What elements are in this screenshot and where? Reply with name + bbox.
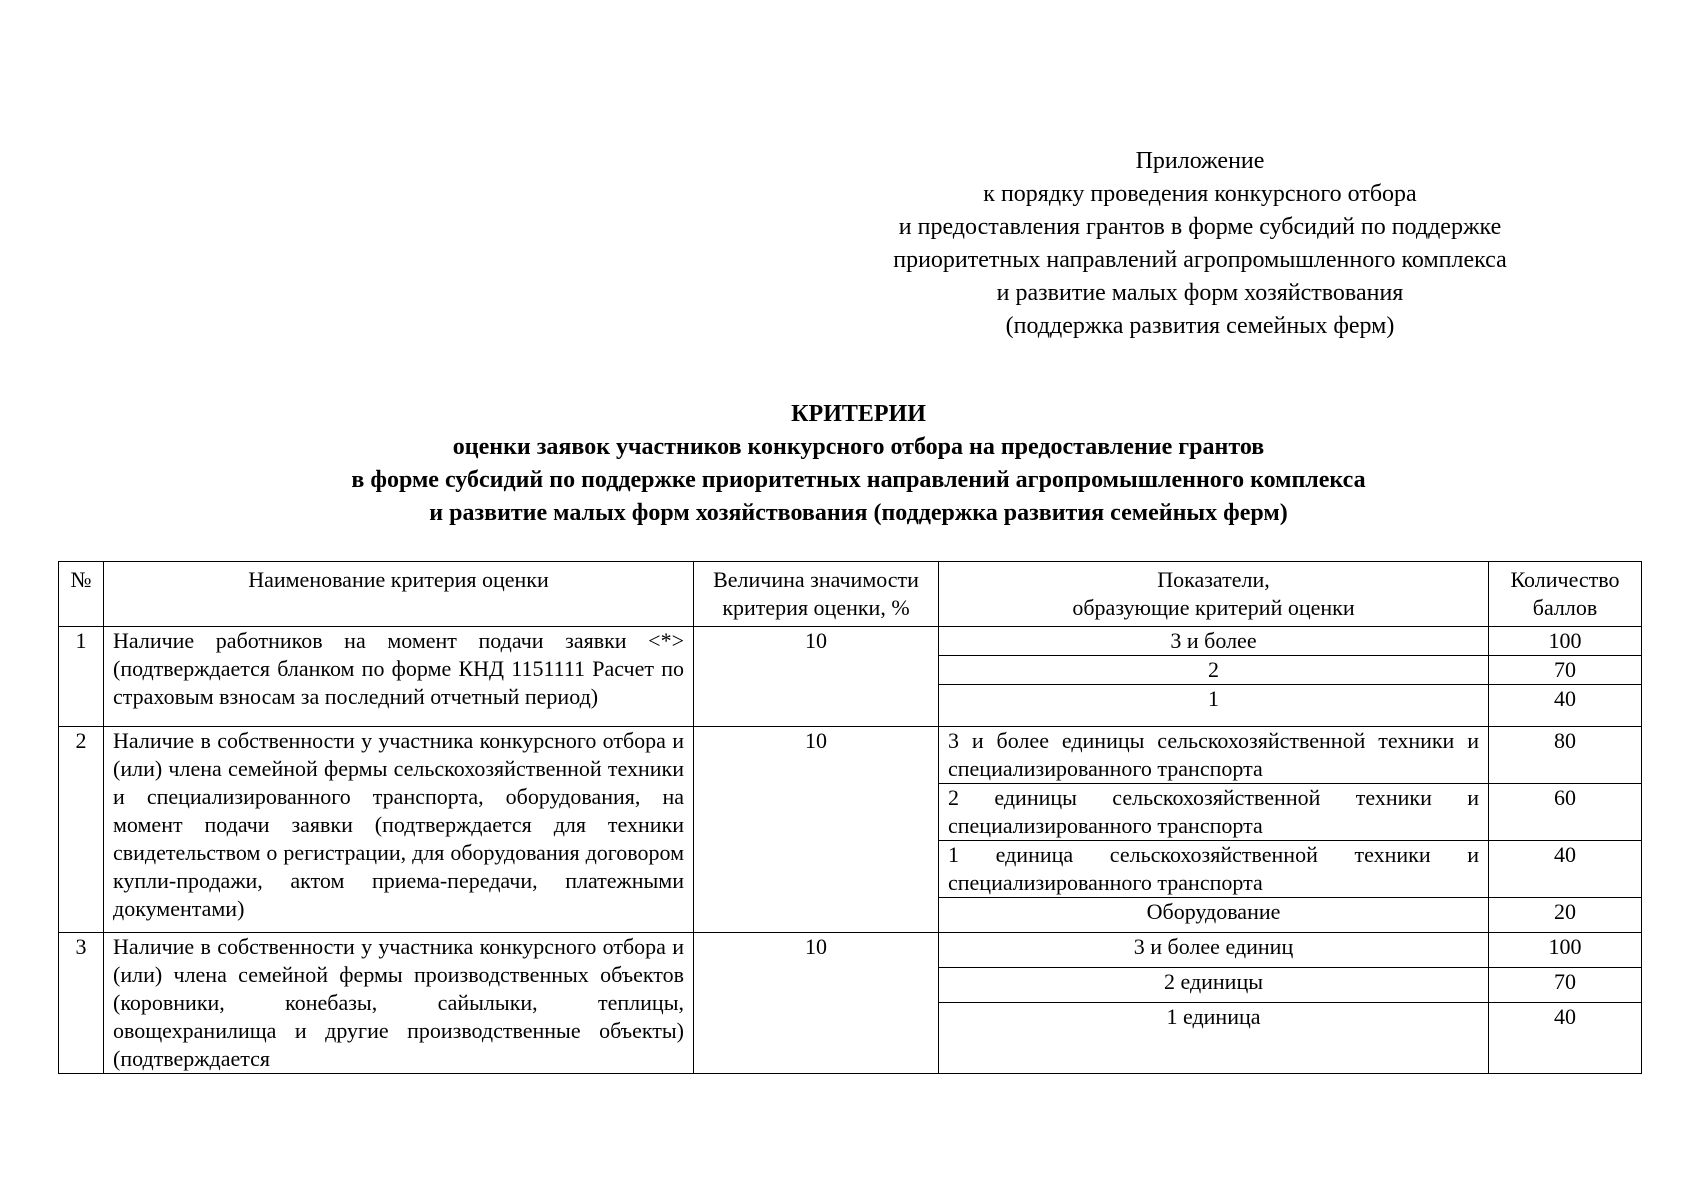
- points-cell: 60: [1489, 784, 1642, 841]
- points-cell: 40: [1489, 685, 1642, 727]
- header-weight: Величина значимости критерия оценки, %: [694, 562, 939, 627]
- criterion-name: Наличие в собственности у участника конкурсного отбора и (или) члена семейной фермы сельскохозяйственной техники и специализированного транспорта, оборудования, на момент подачи заявки (подтверждается для техники свидетельством о регистрации, для оборудования договором купли-продажи, актом приема-передачи, платежными документами): [104, 727, 694, 933]
- row-number: 2: [59, 727, 104, 933]
- row-number: 3: [59, 933, 104, 1074]
- indicator-cell: 3 и более: [939, 627, 1489, 656]
- indicator-cell: 1 единица сельскохозяйственной техники и специализированного транспорта: [939, 841, 1489, 898]
- indicator-cell: 3 и более единиц: [939, 933, 1489, 968]
- indicator-cell: 2 единицы: [939, 968, 1489, 1003]
- appendix-note: [840, 145, 1560, 343]
- criterion-weight: 10: [694, 933, 939, 1074]
- table-row: [59, 727, 1642, 784]
- document-title: [160, 398, 1557, 530]
- appendix-line: приоритетных направлений агропромышленного комплекса: [893, 247, 1507, 273]
- title-line: КРИТЕРИИ: [791, 401, 926, 427]
- row-number: 1: [59, 627, 104, 727]
- indicator-cell: Оборудование: [939, 898, 1489, 933]
- criteria-table: [58, 561, 1642, 1074]
- criterion-weight: 10: [694, 627, 939, 727]
- points-cell: 80: [1489, 727, 1642, 784]
- points-cell: 70: [1489, 968, 1642, 1003]
- criterion-weight: 10: [694, 727, 939, 933]
- indicator-cell: 2 единицы сельскохозяйственной техники и специализированного транспорта: [939, 784, 1489, 841]
- subtitle-line: оценки заявок участников конкурсного отбора на предоставление грантов: [452, 434, 1265, 460]
- subtitle-line: в форме субсидий по поддержке приоритетных направлений агропромышленного комплекса: [351, 467, 1366, 493]
- appendix-line: и развитие малых форм хозяйствования: [996, 280, 1404, 306]
- header-num: №: [59, 562, 104, 627]
- points-cell: 70: [1489, 656, 1642, 685]
- indicator-cell: 3 и более единицы сельскохозяйственной техники и специализированного транспорта: [939, 727, 1489, 784]
- header-indicators: Показатели, образующие критерий оценки: [939, 562, 1489, 627]
- table-header-row: [59, 562, 1642, 627]
- points-cell: 40: [1489, 841, 1642, 898]
- indicator-cell: 1 единица: [939, 1003, 1489, 1074]
- table-row: [59, 627, 1642, 656]
- appendix-line: к порядку проведения конкурсного отбора: [983, 181, 1417, 207]
- indicator-cell: 1: [939, 685, 1489, 727]
- subtitle-line: и развитие малых форм хозяйствования (поддержка развития семейных ферм): [429, 500, 1288, 526]
- points-cell: 100: [1489, 933, 1642, 968]
- points-cell: 20: [1489, 898, 1642, 933]
- indicator-cell: 2: [939, 656, 1489, 685]
- table-row: [59, 933, 1642, 968]
- header-points: Количество баллов: [1489, 562, 1642, 627]
- header-name: Наименование критерия оценки: [104, 562, 694, 627]
- appendix-line: и предоставления грантов в форме субсидий по поддержке: [898, 214, 1502, 240]
- points-cell: 40: [1489, 1003, 1642, 1074]
- appendix-line: Приложение: [1135, 148, 1265, 174]
- points-cell: 100: [1489, 627, 1642, 656]
- criterion-name: Наличие в собственности у участника конкурсного отбора и (или) члена семейной фермы производственных объектов (коровники, конебазы, сайылыки, теплицы, овощехранилища и другие производственные объекты) (подтверждается: [104, 933, 694, 1074]
- criterion-name: Наличие работников на момент подачи заявки <*> (подтверждается бланком по форме КНД 1151111 Расчет по страховым взносам за последний отчетный период): [104, 627, 694, 727]
- appendix-line: (поддержка развития семейных ферм): [1005, 313, 1395, 339]
